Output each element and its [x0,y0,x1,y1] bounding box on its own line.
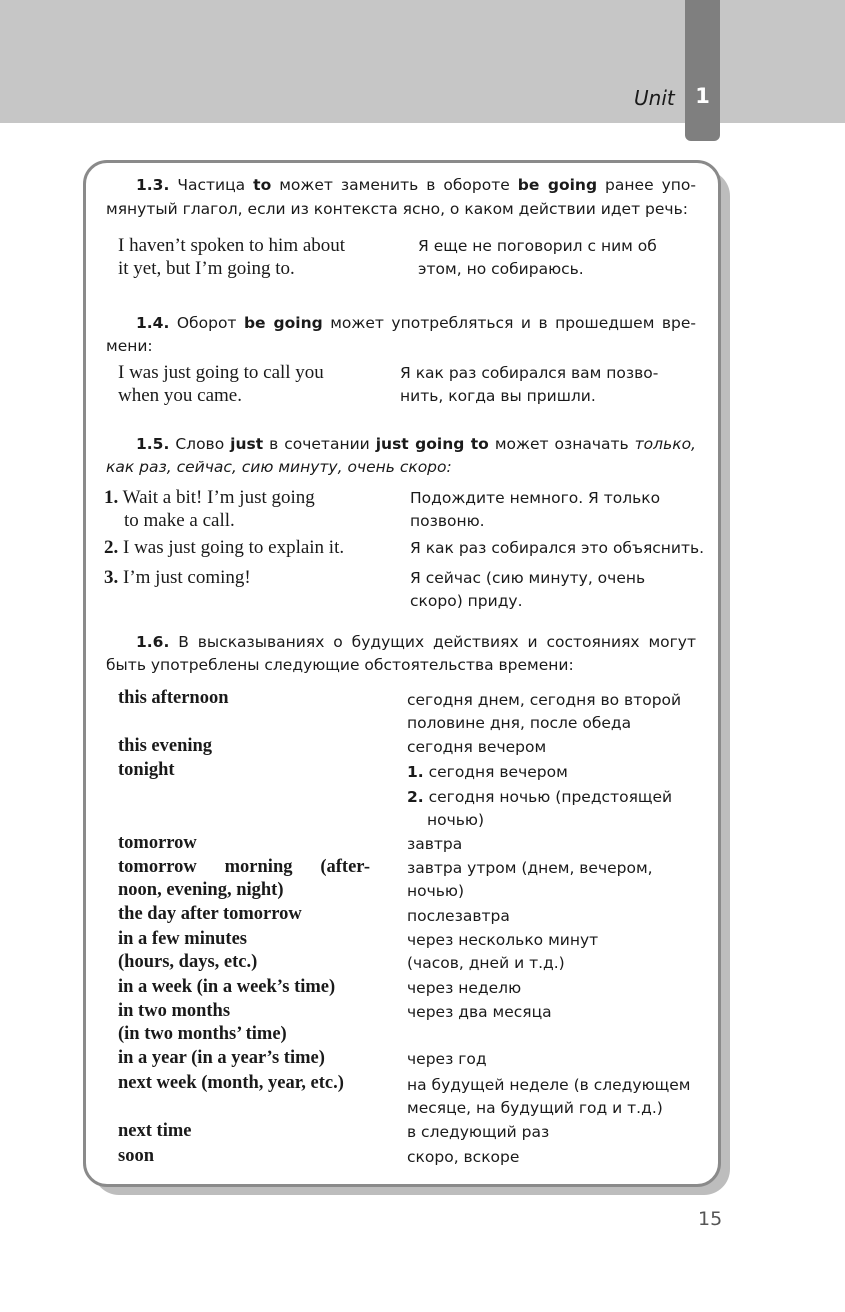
s16-row-2-ru: сегодня вечером [407,738,547,756]
s15-number: 1.5. [136,435,170,453]
s15-example-3-en: 3. I’m just coming! [104,567,251,588]
s14-number: 1.4. [136,314,170,332]
s15-example-3-ru-2: скоро) приду. [410,592,523,610]
s16-row-2-en: this evening [118,736,213,756]
s16-row-9-ru: через два месяца [407,1003,552,1021]
s16-row-11-ru-2: месяце, на будущий год и т.д.) [407,1099,663,1117]
s15-example-1-en-2: to make a call. [124,510,235,531]
s13-example-ru-1: Я еще не поговорил с ним об [418,237,657,255]
s16-row-7-en-2: (hours, days, etc.) [118,952,258,972]
unit-tab [685,0,720,141]
s14-example-en-1: I was just going to call you [118,362,324,383]
s16-row-5-en-2: noon, evening, night) [118,880,284,900]
s14-line2: мени: [106,337,153,355]
s16-row-12-en: next time [118,1121,192,1141]
s16-row-7-ru-2: (часов, дней и т.д.) [407,954,565,972]
s13-example-en-2: it yet, but I’m going to. [118,258,295,279]
s14-line1: 1.4. Оборот be going может употребляться и в прошедшем вре- [136,314,696,332]
s16-row-7-en-1: in a few minutes [118,929,247,949]
s16-number: 1.6. [136,633,170,651]
s16-row-9-en-1: in two months [118,1001,231,1021]
s13-example-en-1: I haven’t spoken to him about [118,235,346,256]
s16-row-4-ru: завтра [407,835,463,853]
s16-row-11-en: next week (month, year, etc.) [118,1073,344,1093]
s15-example-3-ru-1: Я сейчас (сию минуту, очень [410,569,646,587]
s13-line2: мянутый глагол, если из контекста ясно, о каком действии идет речь: [106,200,688,218]
s16-row-6-ru: послезавтра [407,907,510,925]
s16-row-5-en-1: tomorrow morning (after- [118,857,370,877]
s16-row-1-en: this afternoon [118,688,229,708]
page-number: 15 [698,1208,723,1230]
s13-number: 1.3. [136,176,170,194]
s16-row-1-ru-2: половине дня, после обеда [407,714,632,732]
s16-row-3-en: tonight [118,760,175,780]
s16-row-3-ru-3: ночью) [427,811,485,829]
s16-line2: быть употреблены следующие обстоятельства времени: [106,656,574,674]
s16-row-10-ru: через год [407,1050,487,1068]
s15-line2: как раз, сейчас, сию минуту, очень скоро: [106,458,452,476]
s16-row-8-en: in a week (in a week’s time) [118,977,336,997]
unit-number: 1 [695,84,710,108]
s14-example-ru-1: Я как раз собирался вам позво- [400,364,659,382]
unit-label: Unit [634,86,675,110]
s15-example-1-ru-2: позвоню. [410,512,485,530]
s15-line1: 1.5. Слово just в сочетании just going to может означать только, [136,435,696,453]
s15-example-1-en-1: 1. Wait a bit! I’m just going [104,487,315,508]
s14-example-en-2: when you came. [118,385,242,406]
s16-row-11-ru-1: на будущей неделе (в следующем [407,1076,691,1094]
s16-row-13-ru: скоро, вскоре [407,1148,520,1166]
s15-example-2-ru: Я как раз собирался это объяснить. [410,539,705,557]
s16-row-5-ru-2: ночью) [407,882,465,900]
s16-row-1-ru-1: сегодня днем, сегодня во второй [407,691,682,709]
s16-row-3-ru-2: 2. сегодня ночью (предстоящей [407,788,673,806]
s15-example-1-ru-1: Подождите немного. Я только [410,489,661,507]
s16-row-8-ru: через неделю [407,979,522,997]
s16-row-5-ru-1: завтра утром (днем, вечером, [407,859,653,877]
s16-row-12-ru: в следующий раз [407,1123,550,1141]
s16-row-3-ru-1: 1. сегодня вечером [407,763,568,781]
s16-row-13-en: soon [118,1146,154,1166]
s16-row-4-en: tomorrow [118,833,197,853]
s16-row-10-en: in a year (in a year’s time) [118,1048,325,1068]
s14-example-ru-2: нить, когда вы пришли. [400,387,596,405]
s16-row-6-en: the day after tomorrow [118,904,302,924]
s16-line1: 1.6. В высказываниях о будущих действиях и состояниях могут [136,633,696,651]
s15-example-2-en: 2. I was just going to explain it. [104,537,345,558]
s13-example-ru-2: этом, но собираюсь. [418,260,584,278]
s13-line1: 1.3. Частица to может заменить в обороте be going ранее упо- [136,176,696,194]
s16-row-9-en-2: (in two months’ time) [118,1024,287,1044]
s16-row-7-ru-1: через несколько минут [407,931,599,949]
